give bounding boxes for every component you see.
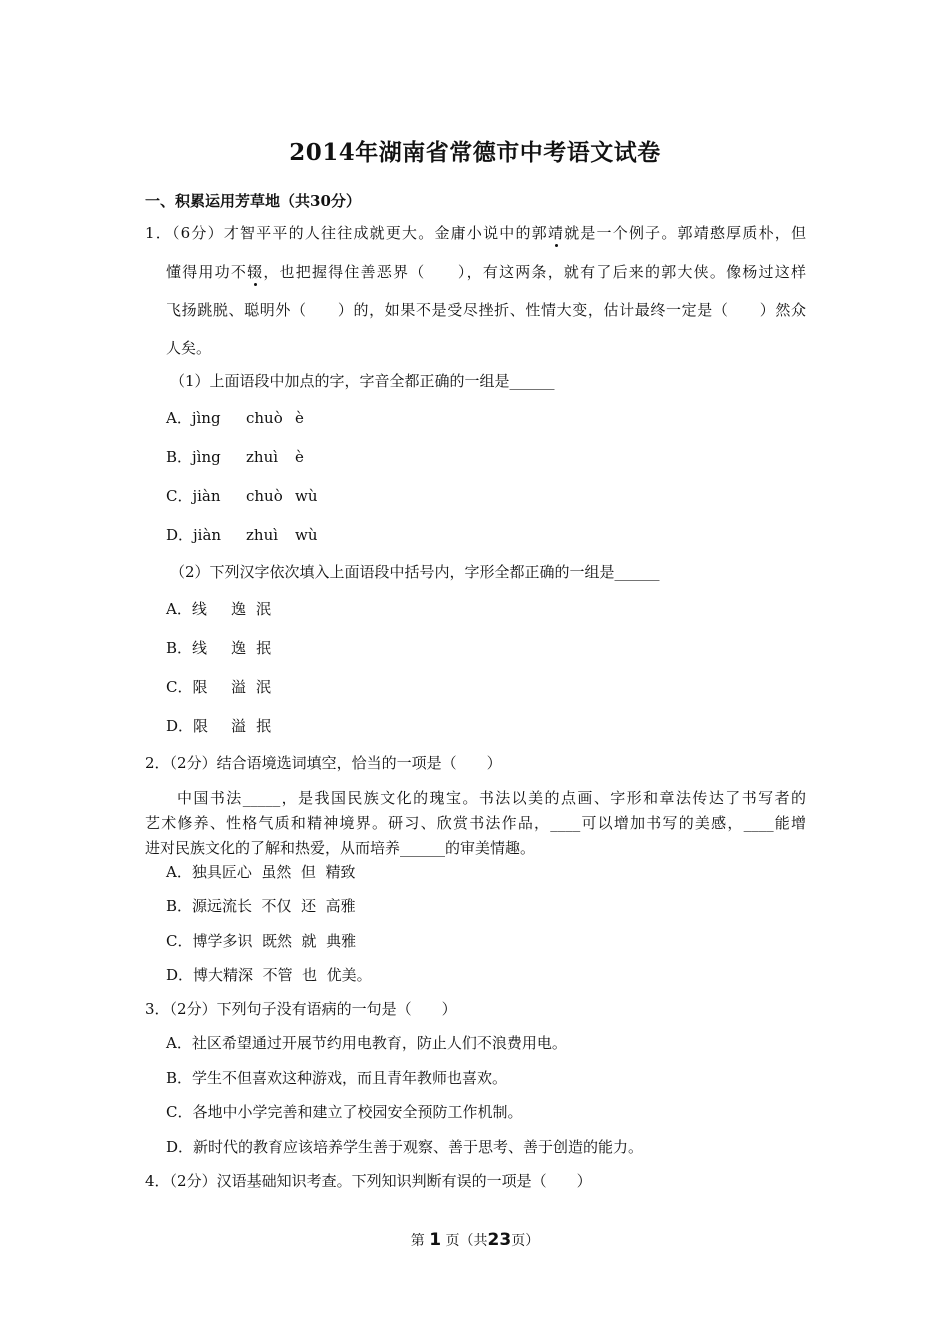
q1-sub2-option-b[interactable]: B．线 逸 抿 <box>166 639 272 657</box>
q1-sub1-option-d[interactable]: D．jiàn zhuì wù <box>166 526 318 544</box>
q1-sub1-option-a[interactable]: A．jìng chuò è <box>166 409 304 427</box>
q1-sub1-option-c[interactable]: C．jiàn chuò wù <box>166 487 318 505</box>
page-title: 2014年湖南省常德市中考语文试卷 <box>289 139 661 166</box>
q1-sub2: （2）下列汉字依次填入上面语段中括号内，字形全都正确的一组是______ <box>170 563 660 581</box>
q4-stem: 4．（2分）汉语基础知识考查。下列知识判断有误的一项是（ ） <box>145 1172 592 1190</box>
q2-option-b[interactable]: B．源远流长 不仅 还 高雅 <box>166 897 356 915</box>
q3-option-c[interactable]: C．各地中小学完善和建立了校园安全预防工作机制。 <box>166 1103 523 1121</box>
q2-option-c[interactable]: C．博学多识 既然 就 典雅 <box>166 932 357 950</box>
q1-sub2-option-d[interactable]: D．限 溢 抿 <box>166 717 272 735</box>
q3-option-d[interactable]: D．新时代的教育应该培养学生善于观察、善于思考、善于创造的能力。 <box>166 1138 644 1156</box>
page-footer: 第 1 页（共23页） <box>410 1230 540 1250</box>
dotted-char: 辍 <box>247 263 264 281</box>
q3-stem: 3．（2分）下列句子没有语病的一句是（ ） <box>145 1000 457 1018</box>
q1-text: 就是一个例子。郭靖憨厚质朴，但 <box>564 224 806 242</box>
q2-option-a[interactable]: A．独具匠心 虽然 但 精致 <box>166 863 356 881</box>
q1-line-4: 人矣。 <box>166 339 212 357</box>
dotted-char: 靖 <box>547 224 565 242</box>
q1-text: ，也把握得住善恶界（ ），有这两条，就有了后来的郭大侠。像杨过这样 <box>263 263 806 281</box>
q1-sub1-option-b[interactable]: B．jìng zhuì è <box>166 448 304 466</box>
q1-line-2 <box>166 261 806 282</box>
q1-text: 懂得用功不 <box>166 263 248 281</box>
q1-line-3: 飞扬跳脱、聪明外（ ）的，如果不是受尽挫折、性情大变，估计最终一定是（ ）然众 <box>166 301 806 319</box>
section-heading: 一、积累运用芳草地（共30分） <box>145 192 361 210</box>
total-page-number: 23 <box>487 1230 512 1250</box>
current-page-number: 1 <box>429 1230 442 1250</box>
q2-option-d[interactable]: D．博大精深 不管 也 优美。 <box>166 966 372 984</box>
q3-option-b[interactable]: B．学生不但喜欢这种游戏，而且青年教师也喜欢。 <box>166 1069 508 1087</box>
q2-passage-line-3: 进对民族文化的了解和热爱，从而培养______的审美情趣。 <box>145 839 536 857</box>
q2-passage-line-2: 艺术修养、性格气质和精神境界。研习、欣赏书法作品，____可以增加书写的美感，____能增 <box>145 814 806 832</box>
q1-sub1: （1）上面语段中加点的字，字音全都正确的一组是______ <box>170 372 555 390</box>
q1-sub2-option-c[interactable]: C．限 溢 泯 <box>166 678 272 696</box>
q1-sub2-option-a[interactable]: A．线 逸 泯 <box>166 600 272 618</box>
q1-line-1 <box>145 222 806 243</box>
q2-stem: 2．（2分）结合语境选词填空，恰当的一项是（ ） <box>145 754 502 772</box>
q2-passage-line-1: 中国书法_____，是我国民族文化的瑰宝。书法以美的点画、字形和章法传达了书写者的 <box>177 789 806 807</box>
q1-text: 1．（6分）才智平平的人往往成就更大。金庸小说中的郭 <box>145 224 548 242</box>
q3-option-a[interactable]: A．社区希望通过开展节约用电教育，防止人们不浪费用电。 <box>166 1034 567 1052</box>
